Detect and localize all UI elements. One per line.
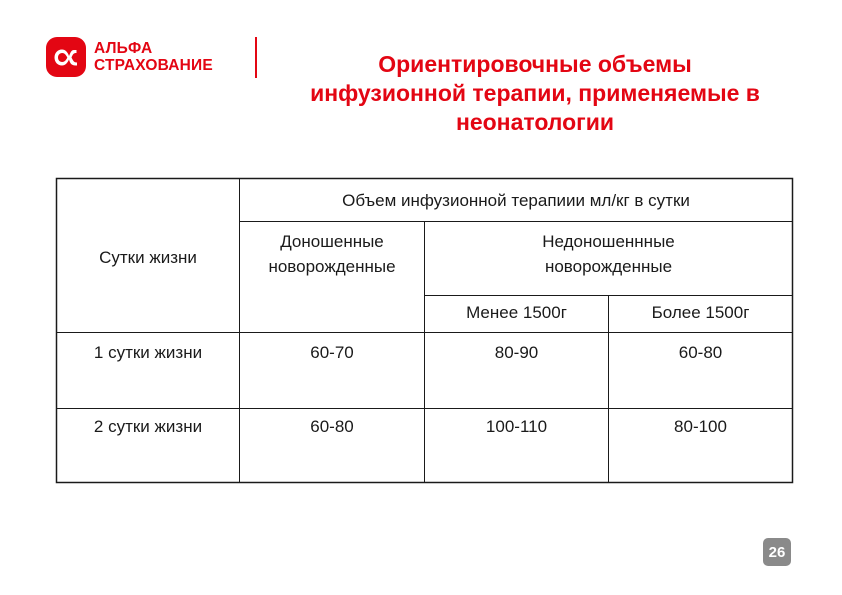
over-1500-header-cell bbox=[609, 296, 792, 328]
under-1500-label: Менее 1500г bbox=[466, 302, 567, 322]
slide-title-line3: неонатологии bbox=[455, 109, 615, 135]
row-1-term-value: 60-70 bbox=[310, 342, 354, 362]
page-number-badge: 26 bbox=[763, 538, 791, 566]
brand-name-line2: СТРАХОВАНИЕ bbox=[94, 57, 213, 74]
term-header-cell bbox=[240, 222, 424, 286]
row-2-under-value: 100-110 bbox=[485, 416, 548, 436]
slide-title-line2: инфузионной терапии, применяемые в bbox=[310, 80, 760, 106]
table-row-1-over bbox=[609, 334, 792, 370]
under-1500-header-cell bbox=[425, 296, 608, 328]
row-2-over-value: 80-100 bbox=[674, 416, 727, 436]
group-header-label: Объем инфузионной терапиии мл/кг в сутки bbox=[342, 190, 690, 210]
preterm-header-cell bbox=[425, 222, 792, 286]
row-1-under-value: 80-90 bbox=[494, 342, 539, 362]
table-row-1-term bbox=[240, 334, 424, 370]
table-row-2-day bbox=[57, 409, 239, 443]
preterm-header-line1: Недоношеннные bbox=[542, 232, 675, 251]
group-header-cell bbox=[240, 179, 792, 221]
row-1-over-value: 60-80 bbox=[678, 342, 723, 362]
table-row-1-under bbox=[425, 334, 608, 370]
table-row-1-day bbox=[57, 334, 239, 370]
preterm-header-line2: новорожденные bbox=[544, 257, 673, 276]
row-header-label: Сутки жизни bbox=[99, 247, 197, 267]
table-row-2-term bbox=[240, 409, 424, 443]
brand-name-line1: АЛЬФА bbox=[94, 40, 153, 57]
row-2-day-label: 2 сутки жизни bbox=[93, 416, 203, 436]
term-header-line1: Доношенные bbox=[280, 232, 384, 251]
slide-title-line1: Ориентировочные объемы bbox=[378, 51, 692, 77]
row-1-day-label: 1 сутки жизни bbox=[93, 342, 203, 362]
table-row-2-over bbox=[609, 409, 792, 443]
table-row-2-under bbox=[425, 409, 608, 443]
row-header-cell bbox=[57, 222, 239, 292]
term-header-line2: новорожденные bbox=[268, 257, 396, 276]
over-1500-label: Более 1500г bbox=[651, 302, 750, 322]
row-2-term-value: 60-80 bbox=[310, 416, 354, 436]
